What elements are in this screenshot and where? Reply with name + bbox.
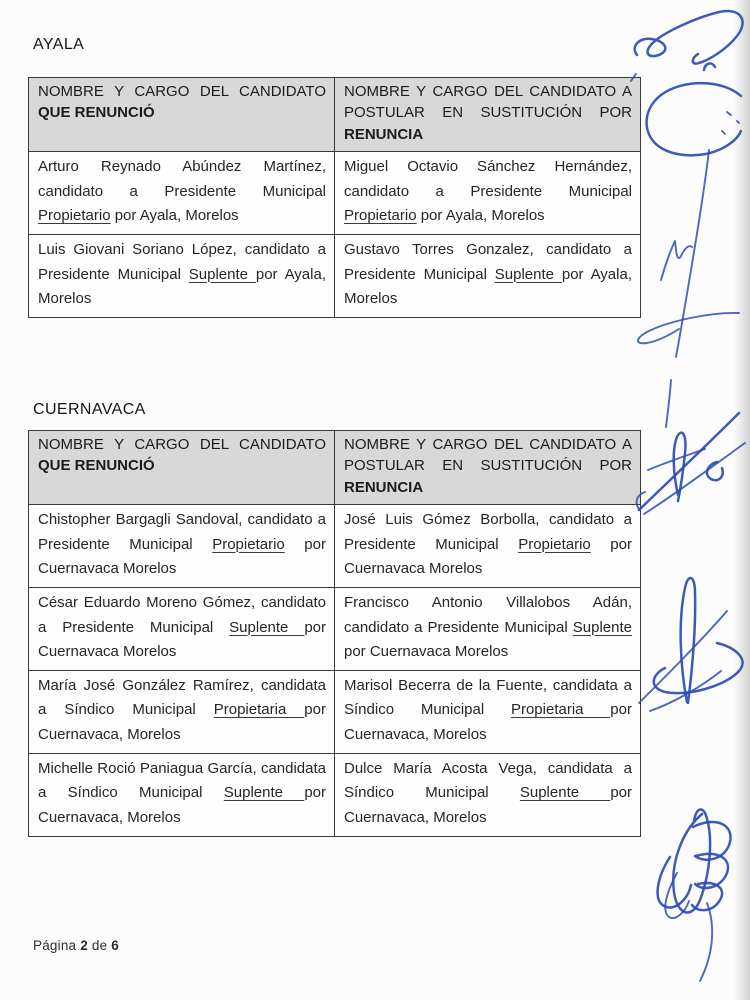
table-cell: Marisol Becerra de la Fuente, candidata a Síndico Municipal Propietaria por Cuernavaca, Morelos bbox=[335, 671, 641, 754]
table-row bbox=[29, 753, 641, 836]
col-header-renounced: NOMBRE Y CARGO DEL CANDIDATO QUE RENUNCIÓ bbox=[29, 78, 335, 152]
table-row bbox=[29, 152, 641, 235]
table-row bbox=[29, 505, 641, 588]
table-cell: Arturo Reynado Abúndez Martínez, candidato a Presidente Municipal Propietario por Ayala, Morelos bbox=[29, 152, 335, 235]
table-cell: Miguel Octavio Sánchez Hernández, candidato a Presidente Municipal Propietario por Ayala, Morelos bbox=[335, 152, 641, 235]
table-cell: María José González Ramírez, candidata a Síndico Municipal Propietaria por Cuernavaca, Morelos bbox=[29, 671, 335, 754]
pen-scribble-c-curve bbox=[647, 83, 741, 155]
section-cuernavaca bbox=[28, 401, 641, 837]
table-cell: Gustavo Torres Gonzalez, candidato a Presidente Municipal Suplente por Ayala, Morelos bbox=[335, 235, 641, 318]
pen-scribble-star bbox=[639, 578, 743, 711]
table-row bbox=[29, 671, 641, 754]
candidates-table-ayala bbox=[28, 77, 641, 318]
col-header-substitute: NOMBRE Y CARGO DEL CANDIDATO A POSTULAR EN SUSTITUCIÓN POR RENUNCIA bbox=[335, 78, 641, 152]
table-cell: César Eduardo Moreno Gómez, candidato a Presidente Municipal Suplente por Cuernavaca Morelos bbox=[29, 588, 335, 671]
section-heading-ayala: AYALA bbox=[33, 36, 85, 53]
pen-scribble-bottom-right bbox=[658, 809, 731, 981]
table-row bbox=[29, 235, 641, 318]
table-cell: José Luis Gómez Borbolla, candidato a Presidente Municipal Propietario por Cuernavaca Morelos bbox=[335, 505, 641, 588]
table-cell: Michelle Roció Paniagua García, candidata a Síndico Municipal Suplente por Cuernavaca, Morelos bbox=[29, 753, 335, 836]
table-row bbox=[29, 588, 641, 671]
footer-page-number: Página 2 de 6 bbox=[33, 938, 119, 953]
pen-scribble-mid-right bbox=[637, 380, 745, 514]
col-header-substitute: NOMBRE Y CARGO DEL CANDIDATO A POSTULAR EN SUSTITUCIÓN POR RENUNCIA bbox=[335, 431, 641, 505]
scan-edge-shadow bbox=[734, 0, 750, 1000]
pen-scribble-top-right bbox=[631, 11, 743, 81]
pen-vertical-line-with-cross bbox=[638, 150, 739, 357]
table-cell: Francisco Antonio Villalobos Adán, candidato a Presidente Municipal Suplente por Cuernavaca Morelos bbox=[335, 588, 641, 671]
col-header-renounced: NOMBRE Y CARGO DEL CANDIDATO QUE RENUNCIÓ bbox=[29, 431, 335, 505]
table-cell: Chistopher Bargagli Sandoval, candidato a Presidente Municipal Propietario por Cuernavaca Morelos bbox=[29, 505, 335, 588]
table-cell: Luis Giovani Soriano López, candidato a Presidente Municipal Suplente por Ayala, Morelos bbox=[29, 235, 335, 318]
table-header-row bbox=[29, 431, 641, 505]
table-cell: Dulce María Acosta Vega, candidata a Síndico Municipal Suplente por Cuernavaca, Morelos bbox=[335, 753, 641, 836]
section-ayala bbox=[28, 36, 641, 318]
candidates-table-cuernavaca bbox=[28, 430, 641, 837]
section-heading-cuernavaca: CUERNAVACA bbox=[33, 401, 146, 418]
table-header-row bbox=[29, 78, 641, 152]
